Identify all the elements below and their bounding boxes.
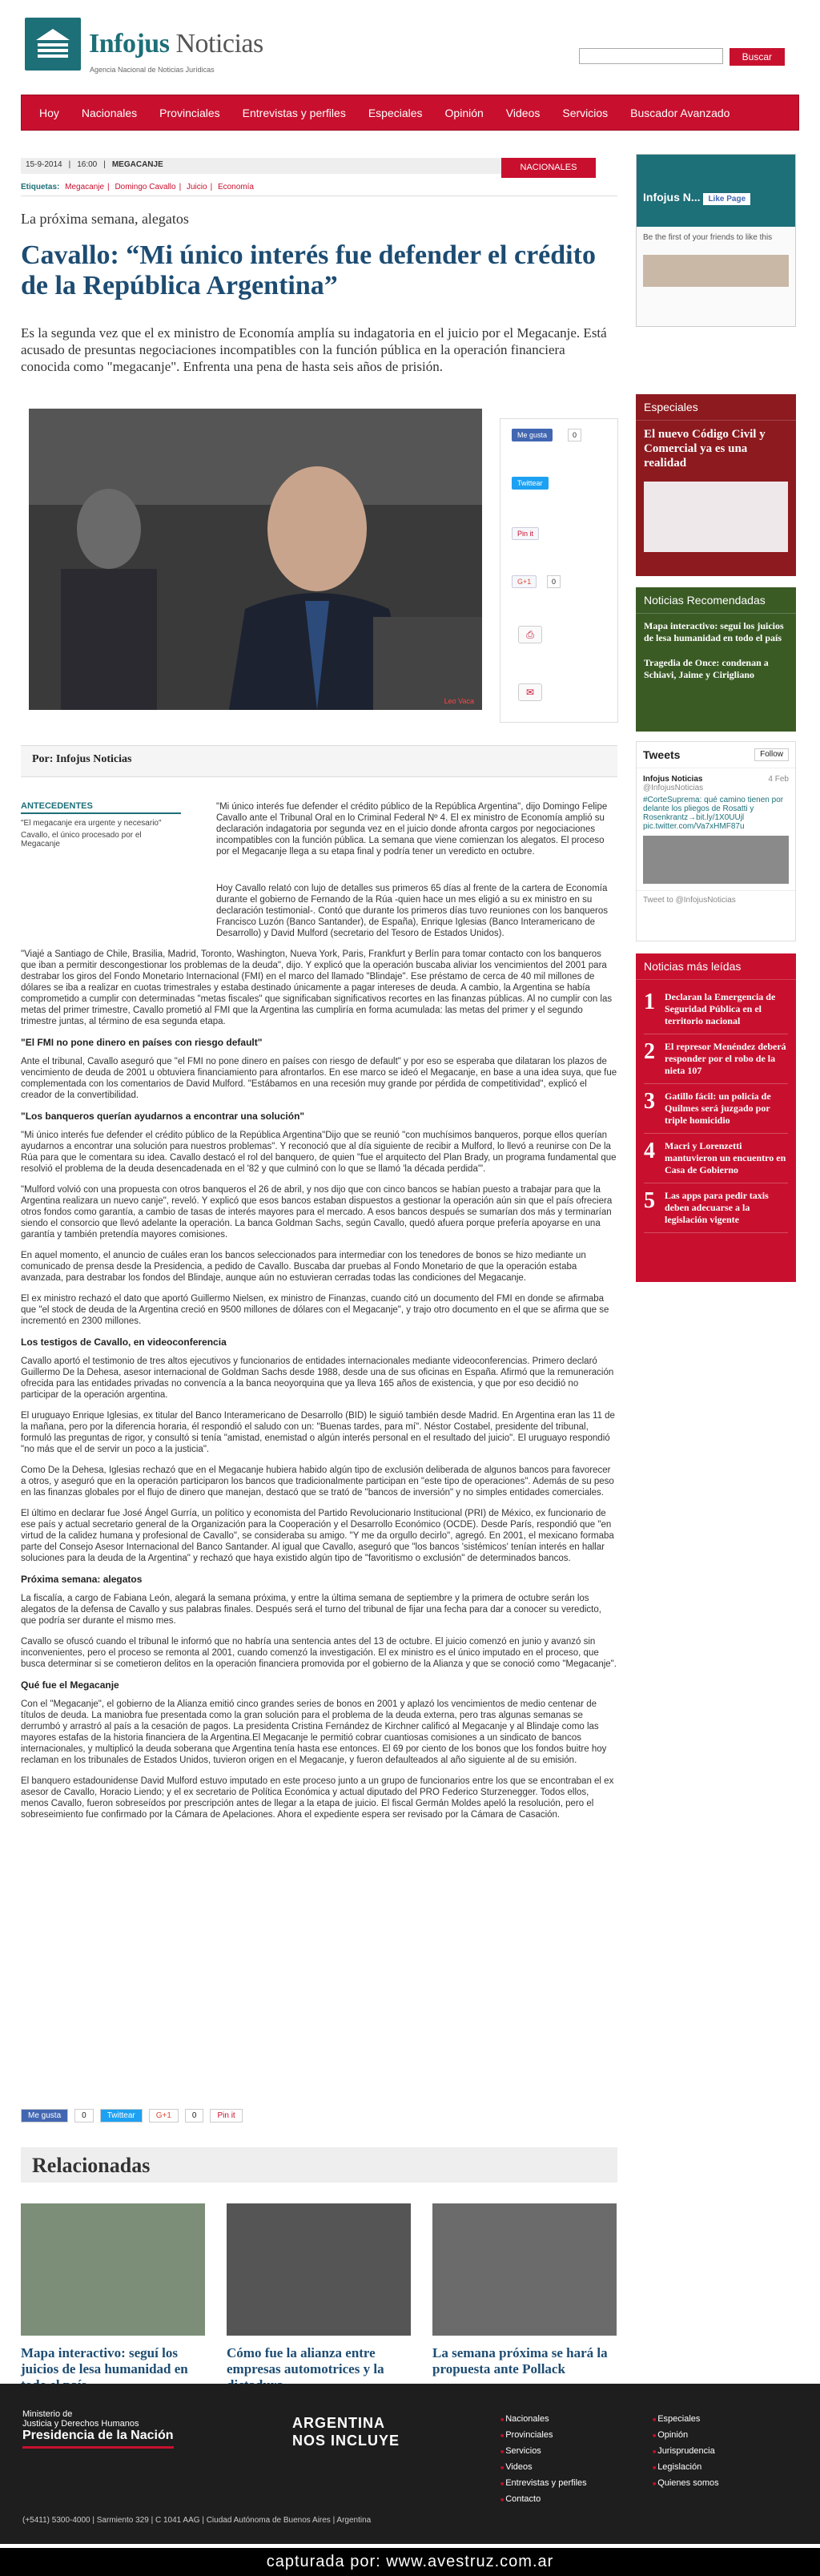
nav-item-nacionales[interactable]: Nacionales bbox=[81, 106, 138, 119]
related-item[interactable] bbox=[432, 2203, 617, 2377]
footer-link[interactable]: ■ Quienes somos bbox=[653, 2476, 719, 2492]
paragraph: El ex ministro rechazó el dato que aportó Guillermo Nielsen, ex ministro de Finanzas, cuando citó un documento del FMI en donde se afirmaba que "el stock de deuda de la Argentina creció en 9500 millones de dólares con el Megacanje", y trajo otro documento en el que se afirma que se incrementó en 2300 millones. bbox=[21, 1294, 609, 1326]
antecedentes-box bbox=[21, 801, 181, 852]
ministry-line: Ministerio de bbox=[22, 2409, 73, 2419]
facebook-like-button[interactable]: Me gusta bbox=[21, 2109, 68, 2122]
footer-link[interactable]: ■ Legislación bbox=[653, 2460, 719, 2476]
subheading: Próxima semana: alegatos bbox=[21, 1574, 143, 1585]
article-tag[interactable]: MEGACANJE bbox=[111, 160, 163, 169]
especiales-image[interactable] bbox=[644, 482, 788, 552]
paragraph: Cavallo se ofuscó cuando el tribunal le informó que no habría una sentencia antes del 13 de octubre. El juicio comenzó en junio y avanzó sin inconvenientes, pero el proceso se remonta al 2001, cuando comenzó la investigación. El ex ministro es el único imputado en el proceso, que busca determinar si se cometieron delitos en la operación financiera promovida por el gobierno de la Alianza y que se conoció como "Megacanje". bbox=[21, 1637, 617, 1669]
fb-friends-text: Be the first of your friends to like this bbox=[643, 233, 773, 242]
google-plus-button[interactable]: G+1 bbox=[149, 2109, 179, 2122]
tag-link[interactable]: Economía bbox=[217, 183, 254, 191]
related-image[interactable] bbox=[432, 2203, 617, 2336]
mas-leidas-box bbox=[636, 953, 796, 1282]
paragraph: El último en declarar fue José Ángel Gurría, un político y economista del Partido Revolucionario Institucional (PRI) de México, ex funcionario de ese país y actual secretario general de la Organización para la Cooperación y el Desarrollo Económico (OCDE). Desde París, respondió que "en virtud de la calidez humana y profesional de Cavallo", se consideraba su amigo. "Y me da orgullo decirlo", agregó. En 2001, el mexicano formaba parte del Consejo Asesor Internacional del Banco Santander. Al igual que Cavallo, aseguró que "los bancos 'sistémicos' tenían interés en hallar soluciones para la deuda de la Argentina" y rechazó que haya existido algún tipo de "favoritismo o exclusión" de determinados bancos. bbox=[21, 1509, 614, 1563]
paragraph: El uruguayo Enrique Iglesias, ex titular del Banco Interamericano de Desarrollo (BID) le siguió también desde Madrid. En Argentina eran las 11 de la mañana, pero por la diferencia horaria, él respondió el saludo con un: "Buenas tardes, para mí". Néstor Costabel, presidente del tribunal, formuló las preguntas de rigor, y consultó si tenía "amistad, enemistad o algún interés personal en el resultado del juicio". El uruguayo respondió "no más que el de servir un poco a la justicia". bbox=[21, 1411, 615, 1454]
paragraph: Como De la Dehesa, Iglesias rechazó que en el Megacanje hubiera habido algún tipo de exclusión deliberada de algunos bancos para favorecer a otros, y aseguró que en la operación participaron los bancos que tradicionalmente participan en "este tipo de operaciones". Además de su peso en las finanzas globales por el flujo de dinero que manejan, destacó que se trató de "bancos de inversión" y no simples entidades comerciales. bbox=[21, 1465, 614, 1498]
footer-link[interactable]: ■ Provinciales bbox=[500, 2428, 587, 2444]
facebook-widget bbox=[636, 154, 796, 327]
related-image[interactable] bbox=[21, 2203, 205, 2336]
paragraph: El banquero estadounidense David Mulford estuvo imputado en este proceso junto a un grupo de funcionarios entre los que se encontraban el ex asesor de Cavallo, Horacio Liendo; y el ex secretario de Política Económica y actual diputado del PRO Federico Sturzenegger. Todos ellos, menos Cavallo, fueron sobreseídos por prescripción antes de llegar a la etapa de juicio. El fiscal Germán Moldes apeló la resolución, pero el sobreseimiento fue confirmado por la Cámara de Apelaciones. Ahora el expediente espera ser revisado por la Cámara de Casación. bbox=[21, 1776, 614, 1820]
related-title[interactable]: Cómo fue la alianza entre empresas automotrices y la bbox=[227, 2345, 384, 2376]
article-intro: "Mi único interés fue defender el crédito público de la República Argentina", dijo Domingo Felipe Cavallo ante el Tribunal Oral en lo Criminal Federal Nº 4. El ex ministro de Economía amplió su declaración indagatoria por segunda vez en el juicio donde afronta cargos por negociaciones incompatibles con la función pública. La semana que viene comienzan los alegatos. El proceso por el Megacanje llega a su etapa final y podría tener un veredicto en octubre. bbox=[216, 802, 608, 857]
footer-link[interactable]: ■ Contacto bbox=[500, 2492, 587, 2508]
article-time: 16:00 bbox=[77, 160, 98, 169]
antecedente-link[interactable]: Cavallo, el único procesado por el Megacanje bbox=[21, 831, 142, 849]
tags-label: Etiquetas: bbox=[21, 183, 60, 191]
footer-link[interactable]: ■ Videos bbox=[500, 2460, 587, 2476]
paragraph: Con el "Megacanje", el gobierno de la Alianza emitió cinco grandes series de bonos en 2001 y aplazó los vencimientos de medio centenar de títulos de deuda. La maniobra fue presentada como la gran solución para el problema de la deuda externa, pero tras algunas semanas se derrumbó y arrastró al país a la cesación de pagos. La presidenta Cristina Fernández de Kirchner calificó al Megacanje y al Blindaje como las mayores estafas de la historia financiera de la Argentina.El Megacanje le permitió cobrar cuantiosas comisiones a un sindicato de bancos internacionales, y multiplicó la deuda soberana que Argentina tenía hasta ese entonces. El 69 por ciento de los bonos que los fondos buitre hoy reclaman en los tribunales de Estados Unidos, tuvieron origen en el Megacanje, y fueron defaulteados al año siguiente al de su emisión. bbox=[21, 1699, 607, 1765]
pinterest-button[interactable]: Pin it bbox=[512, 527, 539, 540]
nav-item-opinion[interactable]: Opinión bbox=[444, 106, 484, 119]
article-kicker: La próxima semana, alegatos bbox=[21, 211, 189, 227]
google-plus-count: 0 bbox=[185, 2109, 204, 2122]
especiales-box bbox=[636, 394, 796, 576]
mas-leida-item[interactable]: 5 Las apps para pedir taxis deben adecuarse a la legislación vigente bbox=[644, 1183, 788, 1233]
article-photo bbox=[29, 409, 482, 710]
tag-link[interactable]: Juicio bbox=[186, 183, 207, 191]
footer-links-2 bbox=[653, 2412, 719, 2492]
footer-slogan: ARGENTINA NOS INCLUYE bbox=[292, 2415, 400, 2449]
especiales-item[interactable]: El nuevo Código Civil y Comercial ya es una realidad bbox=[644, 428, 766, 470]
section-badge[interactable]: NACIONALES bbox=[501, 158, 596, 178]
footer-link[interactable]: ■ Entrevistas y perfiles bbox=[500, 2476, 587, 2492]
especiales-title: Especiales bbox=[636, 394, 796, 421]
tweet-text: #CorteSuprema: qué camino tienen por delante los pliegos de Rosatti y Rosenkrantz→bit.ly/1X0UUjl pic.twitter.com/Va7xHMF87u bbox=[643, 796, 784, 831]
nav-item-buscador[interactable]: Buscador Avanzado bbox=[630, 106, 730, 119]
tweet-author[interactable]: Infojus Noticias bbox=[643, 775, 703, 784]
facebook-count: 0 bbox=[568, 429, 581, 441]
recomendada-item[interactable]: Mapa interactivo: seguí los juicios de lesa humanidad en todo el país bbox=[644, 620, 784, 643]
antecedente-link[interactable]: "El megacanje era urgente y necesario" bbox=[21, 819, 162, 828]
main-nav bbox=[21, 95, 799, 131]
paragraph: La fiscalía, a cargo de Fabiana León, alegará la semana próxima, y entre la última semana de septiembre y la primera de octubre serán los alegatos de la defensa de Cavallo y sus palabras finales. Después será el turno del tribunal de fijar una fecha para dar a conocer su veredicto, que podría ser durante el mismo mes. bbox=[21, 1594, 601, 1626]
article-body bbox=[21, 883, 617, 1830]
related-header: Relacionadas bbox=[21, 2147, 617, 2183]
nav-item-servicios[interactable]: Servicios bbox=[562, 106, 609, 119]
twitter-widget bbox=[636, 741, 796, 941]
paragraph: "Viajé a Santiago de Chile, Brasilia, Madrid, Toronto, Washington, Nueva York, Paris, Frankfurt y Berlín para tomar contacto con los banqueros que iban a permitir descongestionar los problemas de la deuda", dijo. Y explicó que la operación buscaba aliviar los vencimientos del 2001 para destrabar los giros del Fondo Monetario Internacional (FMI) en el marco del llamado "Blindaje". Ese préstamo de cerca de 40 mil millones de dólares se iba a realizar en cuotas trimestrales y estaba destinado únicamente a pagar intereses de deuda. A cambio, la Argentina se había comprometido a cumplir con determinadas "metas fiscales" que significaban significativos recortes en las finanzas públicas. Al no cumplir con las metas del primer trimestre, Cavallo prometió al FMI que la Argentina las cumpliría en forma acumulada: las metas del primer y el segundo trimestre juntas, al término de esa segunda etapa. bbox=[21, 949, 613, 1026]
logo-title-b: Noticias bbox=[175, 29, 263, 58]
fb-friends-avatars bbox=[643, 255, 789, 287]
print-icon[interactable]: ⎙ bbox=[518, 626, 542, 643]
pinterest-button[interactable]: Pin it bbox=[210, 2109, 242, 2122]
ministry-line: Presidencia de la Nación bbox=[22, 2429, 174, 2449]
related-title[interactable]: Mapa interactivo: seguí los juicios de lesa humanidad en bbox=[21, 2345, 188, 2376]
site-footer bbox=[0, 2384, 820, 2544]
article-author: Por: Infojus Noticias bbox=[21, 745, 617, 777]
google-plus-count: 0 bbox=[547, 575, 561, 588]
logo-icon bbox=[25, 18, 81, 71]
share-bottom-bar bbox=[21, 2109, 243, 2122]
recomendadas-box bbox=[636, 587, 796, 732]
twitter-follow-button[interactable]: Follow bbox=[754, 748, 789, 761]
site-logo[interactable] bbox=[25, 18, 263, 71]
paragraph: Ante el tribunal, Cavallo aseguró que "el FMI no pone dinero en países con riesgo de default" y por eso se esperaba que dilataran los plazos de vencimiento de deuda de 2001 u obtuviera financiamiento para afrontarlos. En ese marco se ideó el Megacanje, en base a una idea suya, que fue complementada con los comentarios de David Mulford. "Estábamos en una recesión muy grande por pérdida de competitividad", explicó el creador de la convertibilidad. bbox=[21, 1057, 617, 1100]
tweet-image[interactable] bbox=[643, 836, 789, 884]
paragraph: En aquel momento, el anuncio de cuáles eran los bancos seleccionados para intermediar con los tenedores de bonos se hizo mediante un comunicado de prensa desde la Presidencia, a pedido de Cavallo. Buscaba dar pruebas al Fondo Monetario de que la operación estaba avanzada, para destrabar los fondos del Blindaje, aunque aún no estuvieran cerradas todas las condiciones del Megacanje. bbox=[21, 1251, 586, 1283]
recomendada-item[interactable]: Tragedia de Once: condenan a Schiavi, Jaime y Cirigliano bbox=[644, 657, 769, 680]
facebook-like-button[interactable]: Me gusta bbox=[512, 429, 553, 441]
tag-link[interactable]: Megacanje bbox=[65, 183, 105, 191]
related-item[interactable] bbox=[21, 2203, 205, 2393]
article-date: 15-9-2014 bbox=[26, 160, 62, 169]
fb-page-name[interactable]: Infojus N... bbox=[643, 191, 701, 204]
ministry-logo[interactable] bbox=[22, 2409, 174, 2452]
subheading: "Los banqueros querían ayudarnos a encontrar una solución" bbox=[21, 1111, 305, 1122]
footer-links-1 bbox=[500, 2412, 587, 2508]
search-input[interactable] bbox=[579, 48, 723, 64]
tag-link[interactable]: Domingo Cavallo bbox=[115, 183, 176, 191]
subheading: "El FMI no pone dinero en países con riesgo default" bbox=[21, 1037, 263, 1048]
footer-link[interactable]: ■ Nacionales bbox=[500, 2412, 587, 2428]
mail-icon[interactable]: ✉ bbox=[518, 683, 542, 701]
search-form bbox=[579, 48, 785, 66]
recomendadas-title: Noticias Recomendadas bbox=[636, 587, 796, 614]
paragraph: Hoy Cavallo relató con lujo de detalles sus primeros 65 días al frente de la cartera de Economía durante el gobierno de Fernando de la Rúa -quien hace un mes eligió a su ex ministro en su declaración testimonial-. Contó que durante los primeros días tuvo reuniones con los banqueros Francisco Luzón (Banco Santander), de España), Enrique Iglesias (Banco Interamericano de Desarrollo) y David Mulford (secretario del Tesoro de Estados Unidos). bbox=[216, 884, 609, 938]
mas-leidas-title: Noticias más leídas bbox=[636, 953, 796, 980]
nav-item-videos[interactable]: Videos bbox=[505, 106, 541, 119]
article-meta: 15-9-2014 | 16:00 | MEGACANJE bbox=[21, 158, 799, 174]
footer-link[interactable]: ■ Opinión bbox=[653, 2428, 719, 2444]
fb-like-page-button[interactable]: Like Page bbox=[703, 193, 750, 205]
search-button[interactable]: Buscar bbox=[730, 48, 785, 66]
twitter-share-button[interactable]: Twittear bbox=[512, 477, 549, 490]
article-title: Cavallo: “Mi único interés fue defender el crédito de la República Argentina” bbox=[21, 240, 596, 300]
subheading: Los testigos de Cavallo, en videoconferencia bbox=[21, 1336, 227, 1348]
photo-image bbox=[29, 409, 482, 710]
footer-link[interactable]: ■ Especiales bbox=[653, 2412, 719, 2428]
mas-leida-item[interactable]: 3 Gatillo fácil: un policía de Quilmes será juzgado por triple homicidio bbox=[644, 1084, 788, 1134]
paragraph: "Mulford volvió con una propuesta con otros banqueros el 26 de abril, y nos dijo que con cinco bancos se habían puesto a trabajar para que la Argentina realizara un nuevo canje", reveló. Y explicó que esos bancos estaban dispuestos a gestionar la operación aún sin que el país ofreciera otros fondos como garantía, a cambio de tasas de interés mayores para el mercado. A esos bancos después se sumarían dos más y terminarían siendo el consorcio que llevó adelante la operación. La banca Goldman Sachs, según Cavallo, quedó afuera porque prefería apoyarse en una garantía y también pretendía mayores comisiones. bbox=[21, 1185, 613, 1240]
related-image[interactable] bbox=[227, 2203, 411, 2336]
footer-address: (+5411) 5300-4000 | Sarmiento 329 | C 1041 AAG | Ciudad Autónoma de Buenos Aires | Argentina bbox=[22, 2516, 372, 2525]
antecedentes-title: ANTECEDENTES bbox=[21, 801, 181, 814]
twitter-share-button[interactable]: Twittear bbox=[100, 2109, 143, 2122]
related-title[interactable]: La semana próxima se hará la propuesta ante Pollack bbox=[432, 2345, 608, 2376]
related-item[interactable] bbox=[227, 2203, 411, 2393]
photo-credit: Leo Vaca bbox=[444, 697, 474, 705]
capture-caption: capturada por: www.avestruz.com.ar bbox=[0, 2548, 820, 2576]
article-lead: Es la segunda vez que el ex ministro de Economía amplía su indagatoria en el juicio por el Megacanje. Está acusado de presuntas negociaciones incompatibles con la función pública en la operación financiera conocida como "megacanje". Enfrenta una pena de hasta seis años de prisión. bbox=[21, 325, 607, 374]
ministry-line: Justicia y Derechos Humanos bbox=[22, 2419, 139, 2429]
tweet-to-link[interactable]: Tweet to @InfojusNoticias bbox=[637, 890, 795, 909]
tweet-handle[interactable]: @InfojusNoticias bbox=[643, 784, 704, 792]
nav-item-especiales[interactable]: Especiales bbox=[368, 106, 423, 119]
site-header bbox=[21, 0, 799, 88]
nav-item-provinciales[interactable]: Provinciales bbox=[159, 106, 220, 119]
subheading: Qué fue el Megacanje bbox=[21, 1679, 119, 1691]
footer-link[interactable]: ■ Servicios bbox=[500, 2444, 587, 2460]
tweets-title: Tweets bbox=[643, 748, 681, 761]
paragraph: "Mi único interés fue defender el crédito público de la República Argentina"Dijo que se reunió "con muchísimos banqueros, porque ellos querían ayudarnos a encontrar una solución para nuestros problemas". Y reconoció que al día siguiente de recibir a Mulford, lo llevó a reunirse con De la Rúa para que le comentara su idea. Cavallo destacó el rol del banquero, de quien "fue el arquitecto del Plan Brady, un programa fundamental que resolvió el problema de la deuda desencadenada en el '82 y que culminó con lo que se llamó 'la década perdida'". bbox=[21, 1131, 617, 1174]
tweet-date: 4 Feb bbox=[768, 775, 789, 784]
tags-row: Etiquetas: Megacanje | Domingo Cavallo | Juicio | Economía bbox=[21, 183, 254, 191]
logo-title-a: Infojus bbox=[89, 29, 170, 58]
mas-leida-item[interactable]: 4 Macri y Lorenzetti mantuvieron un encuentro en Casa de Gobierno bbox=[644, 1134, 788, 1183]
share-sidebar bbox=[500, 418, 618, 723]
logo-subtitle: Agencia Nacional de Noticias Jurídicas bbox=[90, 66, 215, 74]
paragraph: Cavallo aportó el testimonio de tres altos ejecutivos y funcionarios de entidades internacionales mediante videoconferencias. Primero declaró Guillermo De la Dehesa, asesor internacional de Goldman Sachs desde 1988, desde una de sus oficinas en España. Afirmó que la remuneración ofrecida para las entidades privadas no convencía a la banca neoyorquina que ya lleva 165 años de existencia, y que por eso decidió no participar de la operación argentina. bbox=[21, 1357, 614, 1400]
nav-item-entrevistas[interactable]: Entrevistas y perfiles bbox=[242, 106, 346, 119]
footer-link[interactable]: ■ Jurisprudencia bbox=[653, 2444, 719, 2460]
facebook-count: 0 bbox=[74, 2109, 94, 2122]
mas-leida-item[interactable]: 1 Declaran la Emergencia de Seguridad Pública en el territorio nacional bbox=[644, 985, 788, 1034]
mas-leida-item[interactable]: 2 El represor Menéndez deberá responder por el robo de la nieta 107 bbox=[644, 1034, 788, 1084]
google-plus-button[interactable]: G+1 bbox=[512, 575, 537, 588]
nav-item-hoy[interactable]: Hoy bbox=[39, 106, 59, 119]
